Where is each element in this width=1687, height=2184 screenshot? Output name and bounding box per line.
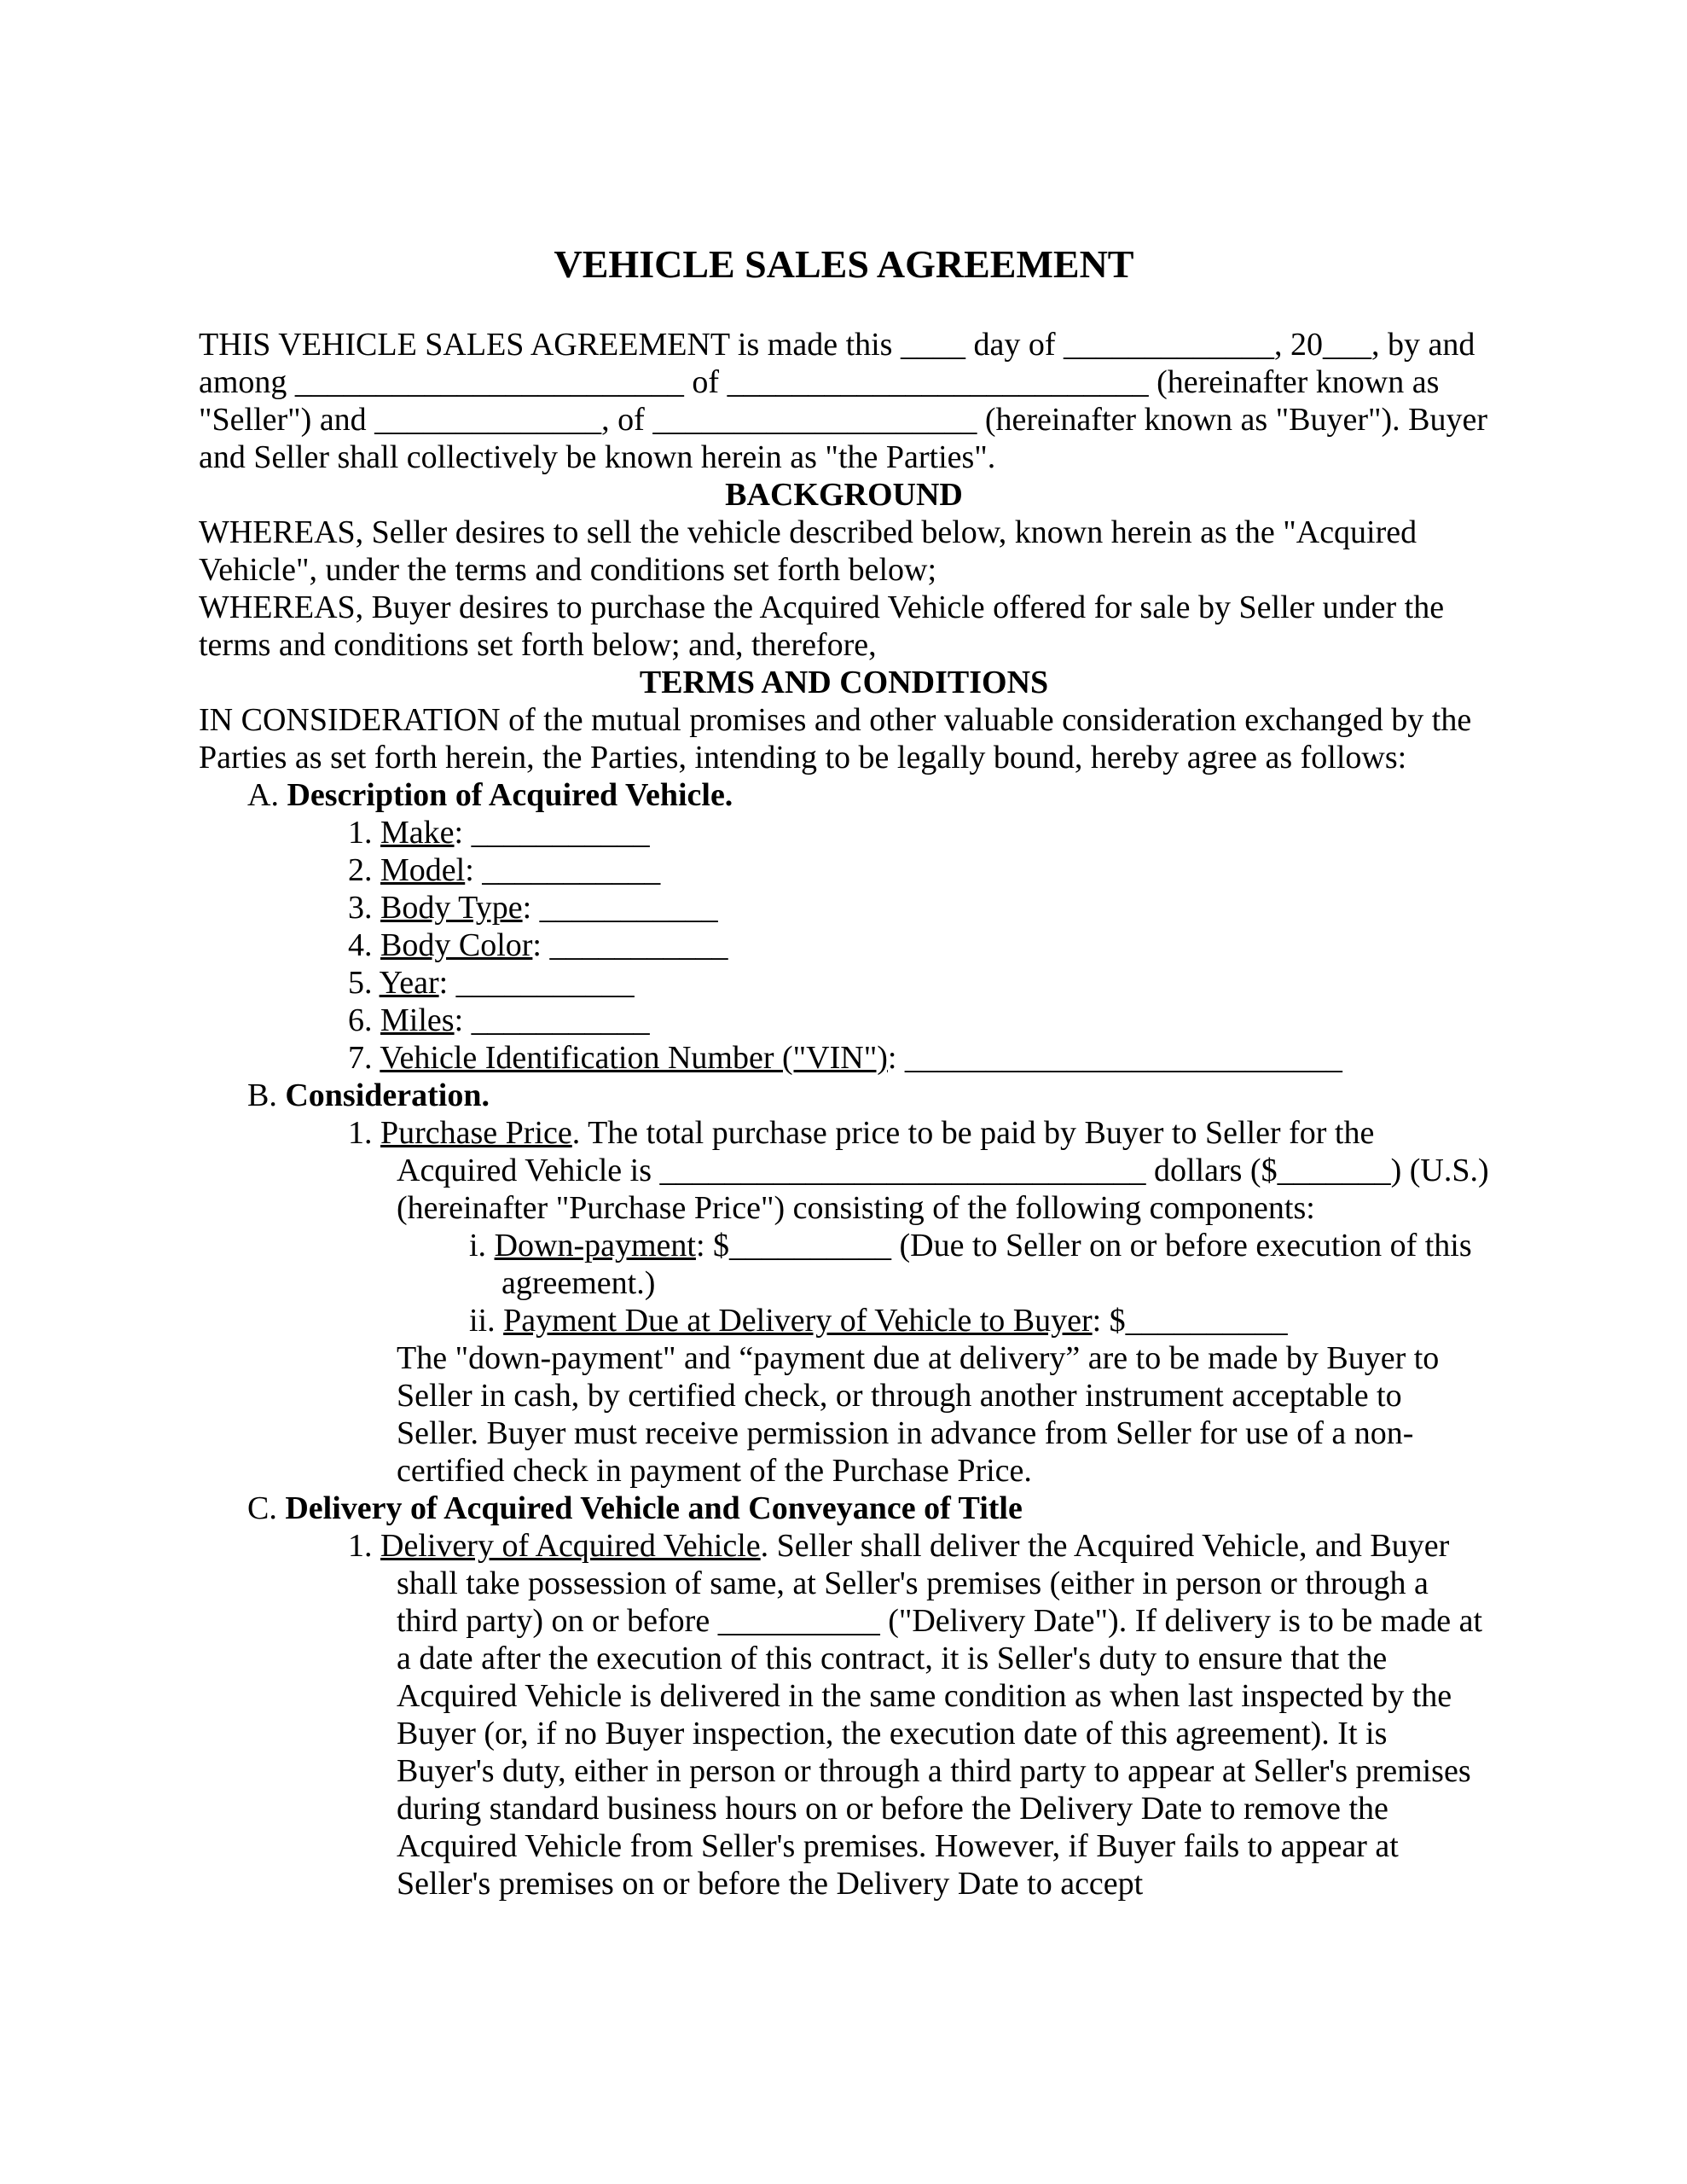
field-label: Miles — [380, 1002, 455, 1038]
field-label: Year — [379, 965, 439, 1001]
section-c-title: Delivery of Acquired Vehicle and Conveyance of Title — [285, 1490, 1023, 1526]
field-blank-line: : ___________ — [454, 815, 650, 851]
item-number: i. — [469, 1228, 487, 1263]
section-c-heading — [199, 1490, 1489, 1527]
vehicle-field-year — [199, 964, 1489, 1002]
clause-text: : $__________ (Due to Seller on or before execution of this agreement.) — [501, 1228, 1472, 1301]
section-a-title: Description of Acquired Vehicle. — [287, 777, 733, 813]
clause-label: Delivery of Acquired Vehicle — [380, 1528, 761, 1564]
clause-text: . Seller shall deliver the Acquired Vehicle, and Buyer shall take possession of same, at Seller's premises (either in person or through a third party) on or before __________ ("Delivery Date"). If delivery is to be made at a date after the execution of this contract, it is Seller's duty to ensure that the Acquired Vehicle is delivered in the same condition as when last inspected by the Buyer (or, if no Buyer inspection, the execution date of this agreement). It is Buyer's duty, either in person or through a third party to appear at Seller's premises during standard business hours on or before the Delivery Date to remove the Acquired Vehicle from Seller's premises. However, if Buyer fails to appear at Seller's premises on or before the Delivery Date to accept — [397, 1528, 1482, 1902]
clause-text: : $__________ — [1092, 1303, 1288, 1339]
section-b-letter: B. — [247, 1077, 277, 1113]
delivery-clause — [199, 1527, 1489, 1902]
field-label: Vehicle Identification Number ("VIN") — [380, 1040, 888, 1076]
clause-label: Down-payment — [494, 1228, 696, 1263]
whereas-seller-paragraph: WHEREAS, Seller desires to sell the vehicle described below, known herein as the "Acquired Vehicle", under the terms and conditions set forth below; — [199, 514, 1417, 588]
field-blank-line: : ___________ — [454, 1002, 650, 1038]
terms-heading: TERMS AND CONDITIONS — [639, 665, 1049, 700]
field-blank-line: : ___________ — [438, 965, 635, 1001]
whereas-buyer-paragraph: WHEREAS, Buyer desires to purchase the Acquired Vehicle offered for sale by Seller under the terms and conditions set forth below; and, therefore, — [199, 590, 1445, 663]
field-label: Body Color — [380, 927, 533, 963]
item-number: ii. — [469, 1303, 496, 1339]
section-a-heading — [199, 776, 1489, 814]
vehicle-field-make — [199, 814, 1489, 851]
vehicle-field-miles — [199, 1002, 1489, 1039]
down-payment-clause — [199, 1227, 1489, 1302]
clause-text: . The total purchase price to be paid by Buyer to Seller for the Acquired Vehicle is ______________________________ dollars ($_______) (U.S.) (hereinafter "Purchase Price") consisting of the following components: — [397, 1115, 1489, 1226]
vehicle-field-body-color — [199, 926, 1489, 964]
consideration-paragraph: IN CONSIDERATION of the mutual promises and other valuable consideration exchanged by the Parties as set forth herein, the Parties, intending to be legally bound, hereby agree as follows: — [199, 702, 1472, 775]
field-blank-line: : ___________ — [522, 890, 718, 926]
item-number: 1. — [348, 1115, 373, 1151]
section-b-heading — [199, 1077, 1489, 1114]
purchase-price-clause — [199, 1114, 1489, 1227]
field-label: Make — [380, 815, 455, 851]
clause-label: Payment Due at Delivery of Vehicle to Buyer — [503, 1303, 1093, 1339]
item-number: 6. — [348, 1002, 373, 1038]
field-blank-line: : ___________ — [532, 927, 728, 963]
field-label: Model — [380, 852, 466, 888]
field-blank-line: : ___________________________ — [887, 1040, 1342, 1076]
vehicle-field-vin — [199, 1039, 1489, 1077]
vehicle-field-body-type — [199, 889, 1489, 926]
item-number: 1. — [348, 1528, 373, 1564]
item-number: 1. — [348, 815, 373, 851]
section-b-title: Consideration. — [285, 1077, 490, 1113]
item-number: 4. — [348, 927, 373, 963]
item-number: 2. — [348, 852, 373, 888]
vehicle-field-model — [199, 851, 1489, 889]
payment-due-clause — [199, 1302, 1489, 1339]
payment-method-paragraph: The "down-payment" and “payment due at delivery” are to be made by Buyer to Seller in cash, by certified check, or through another instrument acceptable to Seller. Buyer must receive permission in advance from Seller for use of a non-certified check in payment of the Purchase Price. — [397, 1340, 1440, 1489]
intro-paragraph: THIS VEHICLE SALES AGREEMENT is made this ____ day of _____________, 20___, by and among ________________________ of __________________________ (hereinafter known as "Seller") and ______________, of ____________________ (hereinafter known as "Buyer"). Buyer and Seller shall collectively be known herein as "the Parties". — [199, 327, 1488, 475]
section-c-letter: C. — [247, 1490, 277, 1526]
document-title: VEHICLE SALES AGREEMENT — [554, 242, 1134, 286]
item-number: 7. — [348, 1040, 373, 1076]
field-label: Body Type — [380, 890, 523, 926]
item-number: 5. — [348, 965, 373, 1001]
background-heading: BACKGROUND — [725, 477, 963, 513]
field-blank-line: : ___________ — [465, 852, 661, 888]
clause-label: Purchase Price — [380, 1115, 572, 1151]
item-number: 3. — [348, 890, 373, 926]
section-a-letter: A. — [247, 777, 279, 813]
